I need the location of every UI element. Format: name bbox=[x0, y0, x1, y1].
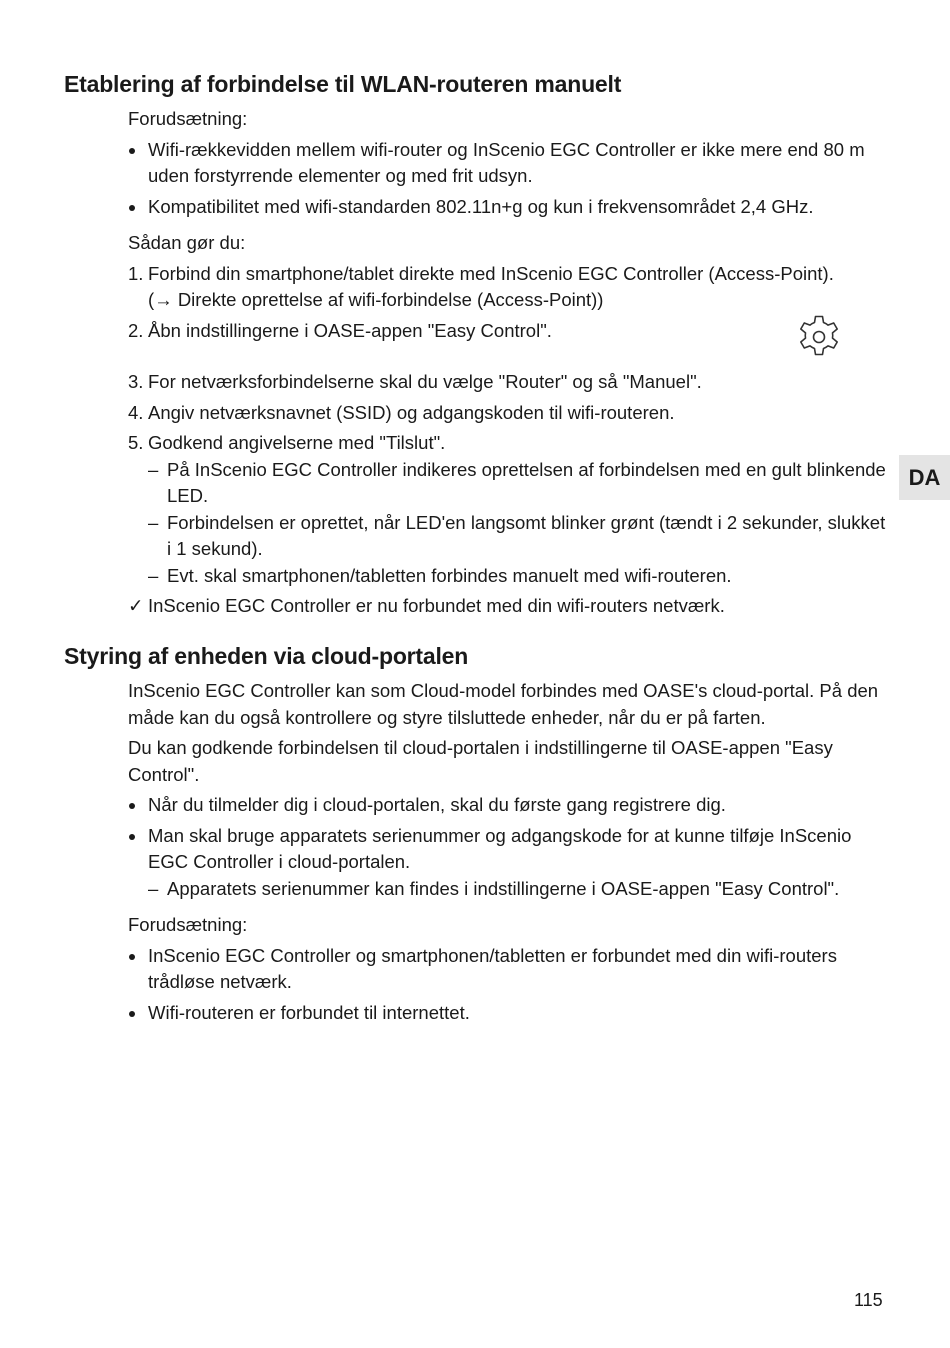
bullet-dot bbox=[128, 943, 148, 996]
bullet-dot bbox=[128, 137, 148, 190]
step-item: 2. Åbn indstillingerne i OASE-appen "Easy Control". bbox=[128, 319, 552, 341]
list-item: Wifi-rækkevidden mellem wifi-router og InScenio EGC Controller er ikke mere end 80 m uden forstyrrende elementer og med frit udsyn. bbox=[128, 137, 888, 190]
section-title-wlan: Etablering af forbindelse til WLAN-routeren manuelt bbox=[64, 71, 622, 97]
bullet-dot bbox=[128, 823, 148, 876]
prereq-label: Forudsætning: bbox=[128, 108, 248, 129]
howto-label: Sådan gør du: bbox=[128, 232, 246, 253]
prereq-label: Forudsætning: bbox=[128, 914, 248, 935]
list-subitem: – Apparatets serienummer kan findes i indstillingerne i OASE-appen "Easy Control". bbox=[148, 877, 840, 899]
list-item: InScenio EGC Controller og smartphonen/tabletten er forbundet med din wifi-routers trådløse netværk. bbox=[128, 943, 888, 996]
step-item: 3. For netværksforbindelserne skal du vælge "Router" og så "Manuel". bbox=[128, 371, 702, 392]
section-title-cloud: Styring af enheden via cloud-portalen bbox=[64, 643, 469, 669]
paragraph: Du kan godkende forbindelsen til cloud-portalen i indstillingerne til OASE-appen "Easy Control". bbox=[128, 737, 833, 785]
check-icon: ✓ bbox=[128, 595, 144, 616]
arrow-right-icon: (→ bbox=[148, 289, 173, 310]
list-item: Man skal bruge apparatets serienummer og adgangskode for at kunne tilføje InScenio EGC Controller i cloud-portalen. bbox=[128, 823, 888, 876]
final-result: ✓ InScenio EGC Controller er nu forbundet med din wifi-routers netværk. bbox=[128, 593, 888, 620]
paragraph: InScenio EGC Controller kan som Cloud-model forbindes med OASE's cloud-portal. På den måde kan du også kontrollere og styre tilsluttede enheder, når du er på farten. bbox=[128, 680, 879, 728]
list-item: Wifi-routeren er forbundet til internettet. bbox=[128, 1000, 888, 1027]
bullet-dot bbox=[128, 1000, 148, 1027]
section-wlan-body bbox=[128, 106, 888, 620]
bullet-dot bbox=[128, 792, 148, 819]
result-item: – Forbindelsen er oprettet, når LED'en langsomt blinker grønt (tændt i 2 sekunder, slukket i 1 sekund). bbox=[148, 511, 886, 559]
step-item: 1. Forbind din smartphone/tablet direkte med InScenio EGC Controller (Access-Point). (→ Direkte oprettelse af wifi-forbindelse (Access-Point)) bbox=[128, 262, 834, 310]
result-item: – Evt. skal smartphonen/tabletten forbindes manuelt med wifi-routeren. bbox=[148, 564, 732, 586]
gear-icon bbox=[795, 313, 843, 361]
language-tab: DA bbox=[899, 455, 950, 500]
bullet-dot bbox=[128, 194, 148, 221]
list-item: Kompatibilitet med wifi-standarden 802.11n+g og kun i frekvensområdet 2,4 GHz. bbox=[128, 194, 888, 221]
section-cloud-body bbox=[128, 678, 888, 1026]
step-item: 4. Angiv netværksnavnet (SSID) og adgangskoden til wifi-routeren. bbox=[128, 401, 675, 423]
list-item: Når du tilmelder dig i cloud-portalen, skal du første gang registrere dig. bbox=[128, 792, 888, 819]
result-item: – På InScenio EGC Controller indikeres oprettelsen af forbindelsen med en gult blinkende LED. bbox=[148, 458, 886, 506]
page-number: 115 bbox=[854, 1290, 883, 1310]
step-item: 5. Godkend angivelserne med "Tilslut". bbox=[128, 432, 446, 453]
cross-reference[interactable]: (→ Direkte oprettelse af wifi-forbindelse (Access-Point)) bbox=[148, 289, 604, 310]
